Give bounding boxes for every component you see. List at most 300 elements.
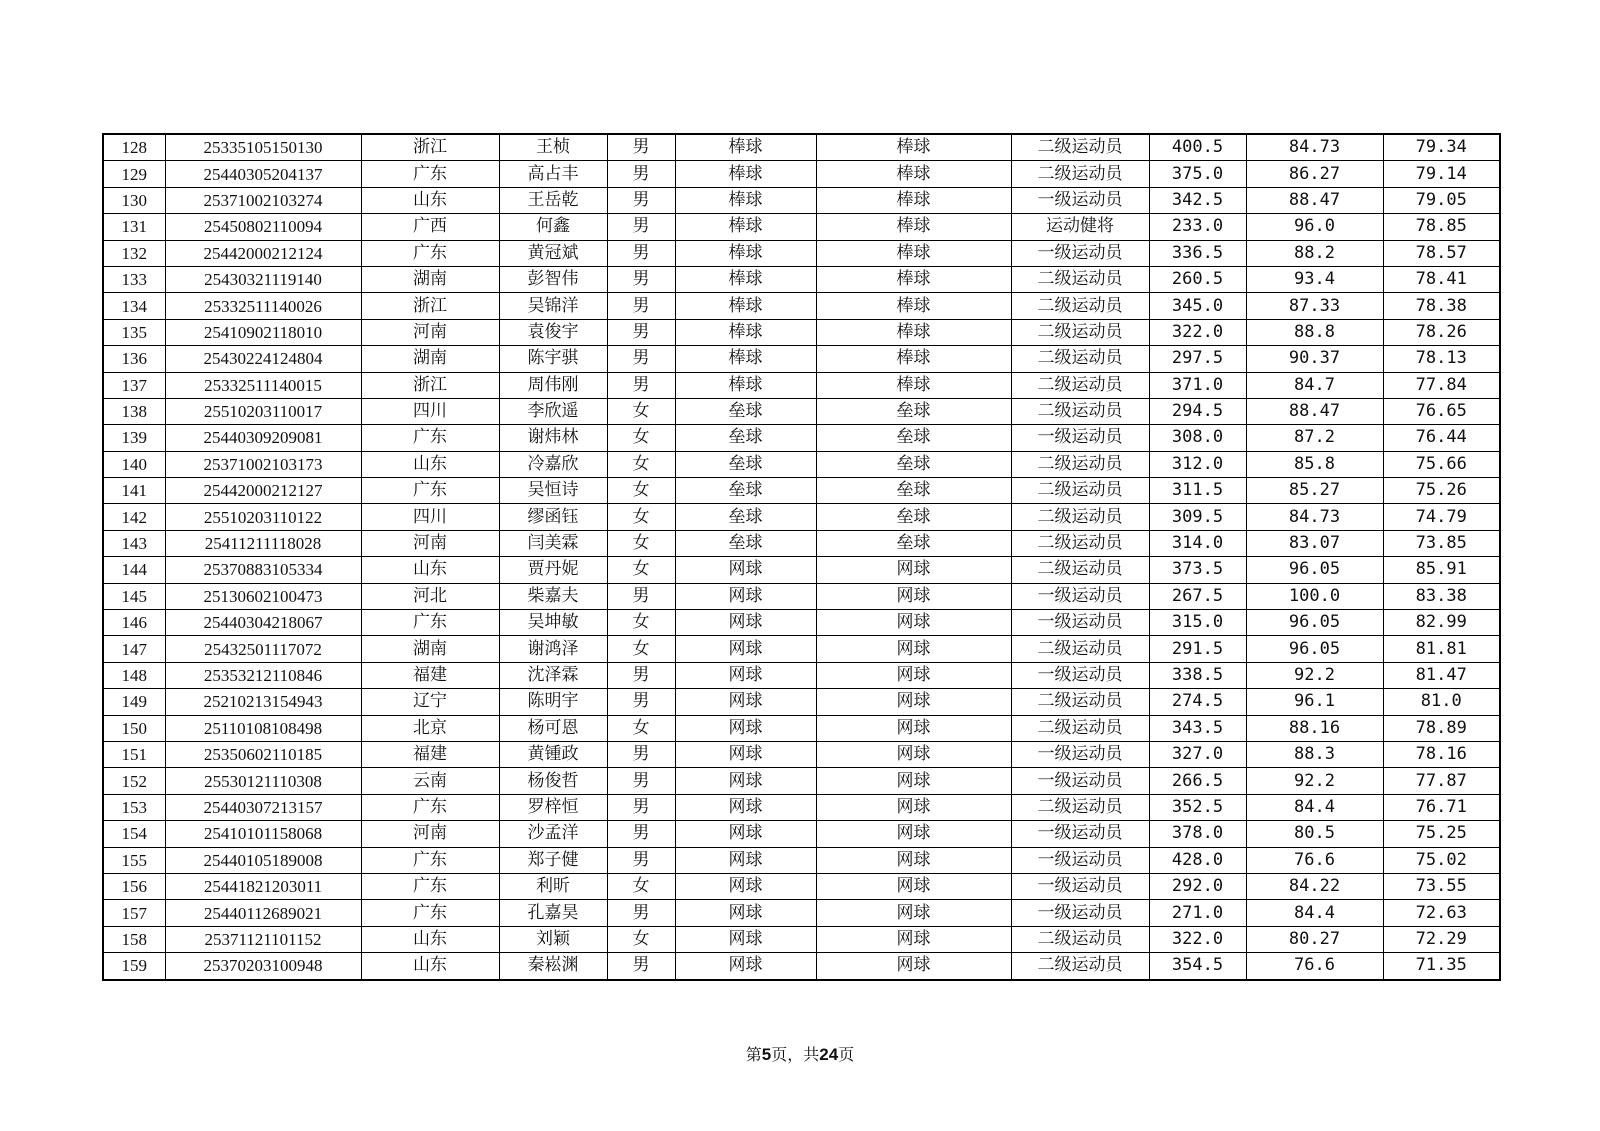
cell-province: 山东 [361, 926, 499, 952]
cell-sport: 网球 [675, 741, 816, 767]
cell-province: 河南 [361, 821, 499, 847]
cell-sport: 网球 [675, 583, 816, 609]
cell-sport: 网球 [675, 900, 816, 926]
cell-sport: 网球 [675, 768, 816, 794]
cell-rank: 146 [103, 610, 165, 636]
cell-event: 网球 [816, 768, 1011, 794]
cell-event: 棒球 [816, 134, 1011, 161]
cell-rank: 159 [103, 953, 165, 980]
cell-sport: 垒球 [675, 530, 816, 556]
cell-sport-score: 85.27 [1246, 478, 1383, 504]
cell-gender: 男 [607, 821, 675, 847]
cell-sport-score: 84.73 [1246, 134, 1383, 161]
cell-athlete-level: 二级运动员 [1011, 926, 1149, 952]
cell-province: 山东 [361, 557, 499, 583]
cell-rank: 137 [103, 372, 165, 398]
cell-total-score: 81.0 [1383, 689, 1500, 715]
cell-event: 网球 [816, 715, 1011, 741]
cell-name: 高占丰 [499, 161, 607, 187]
cell-sport: 垒球 [675, 504, 816, 530]
cell-exam-id: 25440112689021 [165, 900, 361, 926]
cell-sport: 棒球 [675, 266, 816, 292]
cell-sport: 网球 [675, 847, 816, 873]
cell-sport: 垒球 [675, 478, 816, 504]
cell-culture-score: 342.5 [1149, 187, 1246, 213]
cell-gender: 男 [607, 662, 675, 688]
cell-province: 广东 [361, 900, 499, 926]
cell-athlete-level: 一级运动员 [1011, 900, 1149, 926]
cell-event: 网球 [816, 953, 1011, 980]
cell-total-score: 79.34 [1383, 134, 1500, 161]
table-row [103, 451, 1500, 477]
cell-name: 袁俊宇 [499, 319, 607, 345]
cell-name: 杨可恩 [499, 715, 607, 741]
cell-total-score: 82.99 [1383, 610, 1500, 636]
cell-total-score: 78.38 [1383, 293, 1500, 319]
cell-total-score: 76.44 [1383, 425, 1500, 451]
cell-sport: 网球 [675, 662, 816, 688]
table-row [103, 425, 1500, 451]
cell-exam-id: 25410101158068 [165, 821, 361, 847]
cell-athlete-level: 一级运动员 [1011, 847, 1149, 873]
table-row [103, 372, 1500, 398]
cell-rank: 154 [103, 821, 165, 847]
cell-sport-score: 96.0 [1246, 214, 1383, 240]
cell-rank: 131 [103, 214, 165, 240]
cell-event: 棒球 [816, 214, 1011, 240]
table-row [103, 689, 1500, 715]
cell-gender: 男 [607, 372, 675, 398]
cell-culture-score: 428.0 [1149, 847, 1246, 873]
cell-name: 何鑫 [499, 214, 607, 240]
cell-gender: 女 [607, 926, 675, 952]
cell-sport-score: 96.05 [1246, 636, 1383, 662]
cell-athlete-level: 二级运动员 [1011, 689, 1149, 715]
cell-athlete-level: 二级运动员 [1011, 557, 1149, 583]
cell-total-score: 83.38 [1383, 583, 1500, 609]
cell-province: 浙江 [361, 134, 499, 161]
table-row [103, 504, 1500, 530]
cell-culture-score: 294.5 [1149, 398, 1246, 424]
cell-exam-id: 25440105189008 [165, 847, 361, 873]
cell-athlete-level: 二级运动员 [1011, 134, 1149, 161]
cell-event: 网球 [816, 689, 1011, 715]
cell-province: 福建 [361, 741, 499, 767]
cell-athlete-level: 二级运动员 [1011, 372, 1149, 398]
table-row [103, 134, 1500, 161]
cell-sport-score: 85.8 [1246, 451, 1383, 477]
cell-total-score: 85.91 [1383, 557, 1500, 583]
table-row [103, 715, 1500, 741]
cell-sport: 网球 [675, 636, 816, 662]
cell-culture-score: 312.0 [1149, 451, 1246, 477]
cell-province: 广东 [361, 425, 499, 451]
cell-name: 柴嘉夫 [499, 583, 607, 609]
table-row [103, 346, 1500, 372]
cell-exam-id: 25442000212124 [165, 240, 361, 266]
cell-name: 沙孟洋 [499, 821, 607, 847]
cell-sport-score: 96.1 [1246, 689, 1383, 715]
cell-event: 棒球 [816, 293, 1011, 319]
cell-sport-score: 84.7 [1246, 372, 1383, 398]
cell-event: 垒球 [816, 478, 1011, 504]
cell-gender: 男 [607, 266, 675, 292]
cell-province: 山东 [361, 187, 499, 213]
cell-name: 郑子健 [499, 847, 607, 873]
cell-rank: 143 [103, 530, 165, 556]
cell-exam-id: 25510203110017 [165, 398, 361, 424]
cell-name: 利昕 [499, 873, 607, 899]
cell-province: 广西 [361, 214, 499, 240]
table-row [103, 741, 1500, 767]
cell-event: 网球 [816, 794, 1011, 820]
cell-gender: 女 [607, 451, 675, 477]
footer-middle: 页，共 [771, 1045, 820, 1064]
cell-gender: 男 [607, 689, 675, 715]
cell-total-score: 79.05 [1383, 187, 1500, 213]
cell-name: 贾丹妮 [499, 557, 607, 583]
cell-exam-id: 25332511140026 [165, 293, 361, 319]
table-row [103, 900, 1500, 926]
cell-event: 棒球 [816, 161, 1011, 187]
cell-name: 孔嘉昊 [499, 900, 607, 926]
footer-suffix: 页 [838, 1045, 855, 1064]
cell-sport: 垒球 [675, 451, 816, 477]
cell-name: 陈宇骐 [499, 346, 607, 372]
cell-province: 福建 [361, 662, 499, 688]
cell-athlete-level: 二级运动员 [1011, 266, 1149, 292]
cell-sport-score: 88.16 [1246, 715, 1383, 741]
cell-sport: 网球 [675, 873, 816, 899]
cell-sport-score: 84.73 [1246, 504, 1383, 530]
cell-gender: 女 [607, 504, 675, 530]
cell-name: 杨俊哲 [499, 768, 607, 794]
table-row [103, 794, 1500, 820]
cell-sport-score: 84.22 [1246, 873, 1383, 899]
cell-total-score: 75.02 [1383, 847, 1500, 873]
cell-sport: 网球 [675, 689, 816, 715]
cell-name: 刘颖 [499, 926, 607, 952]
cell-athlete-level: 二级运动员 [1011, 346, 1149, 372]
table-row [103, 161, 1500, 187]
cell-event: 棒球 [816, 372, 1011, 398]
table-row [103, 873, 1500, 899]
cell-exam-id: 25510203110122 [165, 504, 361, 530]
cell-gender: 女 [607, 478, 675, 504]
cell-exam-id: 25440307213157 [165, 794, 361, 820]
cell-total-score: 78.57 [1383, 240, 1500, 266]
table-row [103, 847, 1500, 873]
cell-sport-score: 88.8 [1246, 319, 1383, 345]
cell-exam-id: 25210213154943 [165, 689, 361, 715]
cell-culture-score: 371.0 [1149, 372, 1246, 398]
cell-sport: 垒球 [675, 398, 816, 424]
table-row [103, 821, 1500, 847]
cell-culture-score: 315.0 [1149, 610, 1246, 636]
cell-rank: 144 [103, 557, 165, 583]
cell-event: 网球 [816, 847, 1011, 873]
cell-rank: 128 [103, 134, 165, 161]
cell-culture-score: 271.0 [1149, 900, 1246, 926]
cell-rank: 141 [103, 478, 165, 504]
cell-event: 网球 [816, 636, 1011, 662]
cell-total-score: 76.71 [1383, 794, 1500, 820]
cell-rank: 130 [103, 187, 165, 213]
cell-culture-score: 322.0 [1149, 926, 1246, 952]
cell-total-score: 81.47 [1383, 662, 1500, 688]
cell-sport: 网球 [675, 953, 816, 980]
cell-exam-id: 25350602110185 [165, 741, 361, 767]
cell-province: 浙江 [361, 293, 499, 319]
cell-sport-score: 84.4 [1246, 794, 1383, 820]
cell-rank: 138 [103, 398, 165, 424]
cell-sport: 网球 [675, 926, 816, 952]
cell-culture-score: 267.5 [1149, 583, 1246, 609]
cell-athlete-level: 一级运动员 [1011, 873, 1149, 899]
cell-total-score: 78.13 [1383, 346, 1500, 372]
cell-culture-score: 309.5 [1149, 504, 1246, 530]
cell-athlete-level: 二级运动员 [1011, 530, 1149, 556]
cell-gender: 男 [607, 187, 675, 213]
cell-sport-score: 86.27 [1246, 161, 1383, 187]
cell-sport-score: 88.47 [1246, 398, 1383, 424]
cell-exam-id: 25430224124804 [165, 346, 361, 372]
cell-gender: 女 [607, 873, 675, 899]
cell-culture-score: 373.5 [1149, 557, 1246, 583]
cell-sport-score: 76.6 [1246, 847, 1383, 873]
cell-event: 垒球 [816, 504, 1011, 530]
cell-total-score: 81.81 [1383, 636, 1500, 662]
cell-rank: 140 [103, 451, 165, 477]
table-row [103, 557, 1500, 583]
cell-exam-id: 25332511140015 [165, 372, 361, 398]
cell-name: 沈泽霖 [499, 662, 607, 688]
cell-rank: 152 [103, 768, 165, 794]
cell-province: 广东 [361, 161, 499, 187]
table-row [103, 398, 1500, 424]
cell-athlete-level: 二级运动员 [1011, 293, 1149, 319]
cell-event: 垒球 [816, 530, 1011, 556]
cell-sport-score: 87.33 [1246, 293, 1383, 319]
cell-culture-score: 292.0 [1149, 873, 1246, 899]
cell-culture-score: 322.0 [1149, 319, 1246, 345]
table-row [103, 214, 1500, 240]
cell-event: 棒球 [816, 240, 1011, 266]
cell-culture-score: 352.5 [1149, 794, 1246, 820]
cell-culture-score: 311.5 [1149, 478, 1246, 504]
cell-culture-score: 354.5 [1149, 953, 1246, 980]
cell-rank: 129 [103, 161, 165, 187]
cell-rank: 153 [103, 794, 165, 820]
cell-total-score: 79.14 [1383, 161, 1500, 187]
cell-exam-id: 25335105150130 [165, 134, 361, 161]
table-row [103, 478, 1500, 504]
cell-total-score: 72.63 [1383, 900, 1500, 926]
cell-event: 垒球 [816, 398, 1011, 424]
page-footer [0, 1042, 1600, 1065]
cell-province: 河南 [361, 530, 499, 556]
cell-sport-score: 88.3 [1246, 741, 1383, 767]
cell-sport-score: 80.27 [1246, 926, 1383, 952]
cell-culture-score: 338.5 [1149, 662, 1246, 688]
cell-rank: 145 [103, 583, 165, 609]
cell-culture-score: 327.0 [1149, 741, 1246, 767]
cell-total-score: 78.89 [1383, 715, 1500, 741]
cell-sport: 棒球 [675, 240, 816, 266]
cell-name: 谢鸿泽 [499, 636, 607, 662]
cell-total-score: 77.84 [1383, 372, 1500, 398]
cell-sport-score: 83.07 [1246, 530, 1383, 556]
cell-name: 王桢 [499, 134, 607, 161]
cell-name: 闫美霖 [499, 530, 607, 556]
cell-province: 云南 [361, 768, 499, 794]
cell-exam-id: 25441821203011 [165, 873, 361, 899]
table-body [103, 134, 1500, 980]
cell-sport: 垒球 [675, 425, 816, 451]
cell-exam-id: 25370883105334 [165, 557, 361, 583]
cell-gender: 女 [607, 425, 675, 451]
cell-sport: 网球 [675, 794, 816, 820]
cell-gender: 男 [607, 240, 675, 266]
cell-exam-id: 25353212110846 [165, 662, 361, 688]
cell-athlete-level: 一级运动员 [1011, 662, 1149, 688]
cell-gender: 男 [607, 293, 675, 319]
cell-athlete-level: 一级运动员 [1011, 610, 1149, 636]
cell-sport-score: 90.37 [1246, 346, 1383, 372]
cell-exam-id: 25440309209081 [165, 425, 361, 451]
cell-name: 周伟刚 [499, 372, 607, 398]
cell-gender: 男 [607, 741, 675, 767]
cell-province: 广东 [361, 240, 499, 266]
cell-sport: 网球 [675, 715, 816, 741]
cell-rank: 148 [103, 662, 165, 688]
cell-name: 秦崧渊 [499, 953, 607, 980]
cell-athlete-level: 一级运动员 [1011, 821, 1149, 847]
cell-province: 浙江 [361, 372, 499, 398]
cell-province: 山东 [361, 451, 499, 477]
cell-sport: 棒球 [675, 134, 816, 161]
cell-athlete-level: 一级运动员 [1011, 583, 1149, 609]
cell-event: 网球 [816, 610, 1011, 636]
table-row [103, 636, 1500, 662]
cell-sport: 棒球 [675, 293, 816, 319]
cell-province: 广东 [361, 610, 499, 636]
cell-total-score: 78.41 [1383, 266, 1500, 292]
cell-culture-score: 336.5 [1149, 240, 1246, 266]
cell-total-score: 76.65 [1383, 398, 1500, 424]
cell-event: 网球 [816, 557, 1011, 583]
cell-event: 棒球 [816, 266, 1011, 292]
table-row [103, 583, 1500, 609]
table-row [103, 240, 1500, 266]
cell-athlete-level: 二级运动员 [1011, 636, 1149, 662]
cell-exam-id: 25130602100473 [165, 583, 361, 609]
cell-gender: 男 [607, 214, 675, 240]
cell-rank: 142 [103, 504, 165, 530]
cell-province: 山东 [361, 953, 499, 980]
cell-culture-score: 345.0 [1149, 293, 1246, 319]
cell-name: 缪函钰 [499, 504, 607, 530]
cell-event: 棒球 [816, 319, 1011, 345]
cell-event: 网球 [816, 583, 1011, 609]
cell-athlete-level: 一级运动员 [1011, 425, 1149, 451]
cell-sport-score: 92.2 [1246, 662, 1383, 688]
table-row [103, 319, 1500, 345]
cell-rank: 149 [103, 689, 165, 715]
cell-event: 网球 [816, 900, 1011, 926]
cell-total-score: 73.55 [1383, 873, 1500, 899]
cell-exam-id: 25371121101152 [165, 926, 361, 952]
cell-total-score: 71.35 [1383, 953, 1500, 980]
cell-gender: 女 [607, 557, 675, 583]
cell-gender: 女 [607, 636, 675, 662]
cell-gender: 男 [607, 583, 675, 609]
cell-rank: 136 [103, 346, 165, 372]
cell-rank: 133 [103, 266, 165, 292]
cell-province: 四川 [361, 398, 499, 424]
table-row [103, 610, 1500, 636]
cell-exam-id: 25440304218067 [165, 610, 361, 636]
cell-province: 广东 [361, 847, 499, 873]
cell-culture-score: 260.5 [1149, 266, 1246, 292]
cell-event: 网球 [816, 662, 1011, 688]
cell-rank: 135 [103, 319, 165, 345]
athlete-score-table [102, 133, 1501, 981]
cell-athlete-level: 二级运动员 [1011, 794, 1149, 820]
cell-culture-score: 378.0 [1149, 821, 1246, 847]
cell-province: 辽宁 [361, 689, 499, 715]
cell-gender: 男 [607, 953, 675, 980]
cell-sport-score: 96.05 [1246, 610, 1383, 636]
cell-culture-score: 308.0 [1149, 425, 1246, 451]
cell-gender: 男 [607, 794, 675, 820]
cell-province: 广东 [361, 873, 499, 899]
cell-rank: 151 [103, 741, 165, 767]
cell-gender: 女 [607, 398, 675, 424]
cell-sport: 棒球 [675, 214, 816, 240]
cell-name: 吴锦洋 [499, 293, 607, 319]
cell-gender: 男 [607, 134, 675, 161]
cell-total-score: 75.66 [1383, 451, 1500, 477]
cell-sport-score: 100.0 [1246, 583, 1383, 609]
cell-sport-score: 88.2 [1246, 240, 1383, 266]
cell-total-score: 74.79 [1383, 504, 1500, 530]
cell-gender: 男 [607, 319, 675, 345]
cell-athlete-level: 一级运动员 [1011, 741, 1149, 767]
table-row [103, 530, 1500, 556]
cell-total-score: 78.26 [1383, 319, 1500, 345]
cell-sport: 棒球 [675, 346, 816, 372]
cell-sport-score: 76.6 [1246, 953, 1383, 980]
cell-name: 冷嘉欣 [499, 451, 607, 477]
cell-athlete-level: 二级运动员 [1011, 319, 1149, 345]
cell-athlete-level: 一级运动员 [1011, 187, 1149, 213]
cell-sport-score: 93.4 [1246, 266, 1383, 292]
cell-total-score: 73.85 [1383, 530, 1500, 556]
cell-rank: 158 [103, 926, 165, 952]
cell-athlete-level: 二级运动员 [1011, 398, 1149, 424]
cell-event: 网球 [816, 873, 1011, 899]
cell-rank: 139 [103, 425, 165, 451]
cell-athlete-level: 二级运动员 [1011, 504, 1149, 530]
cell-rank: 150 [103, 715, 165, 741]
cell-total-score: 78.85 [1383, 214, 1500, 240]
cell-event: 棒球 [816, 187, 1011, 213]
cell-name: 陈明宇 [499, 689, 607, 715]
cell-province: 河北 [361, 583, 499, 609]
cell-athlete-level: 一级运动员 [1011, 768, 1149, 794]
cell-sport-score: 84.4 [1246, 900, 1383, 926]
